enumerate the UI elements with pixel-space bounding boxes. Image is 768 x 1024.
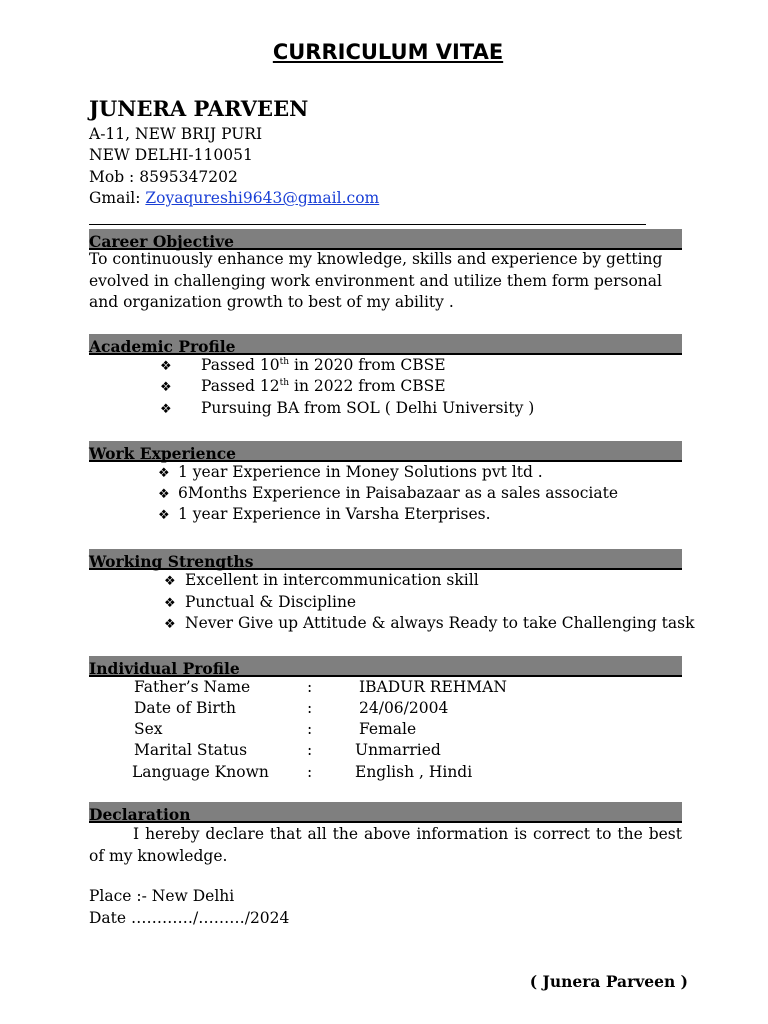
header-divider	[89, 224, 646, 225]
academic-item-text: Passed 10th in 2020 from CBSE	[201, 356, 446, 374]
signature-name: ( Junera Parveen )	[529, 972, 688, 991]
declaration-text: I hereby declare that all the above information is correct to the best of my knowledge.	[89, 825, 682, 865]
academic-item	[160, 377, 446, 395]
declaration-date: Date …………/………/2024	[89, 909, 290, 927]
work-item-text: 1 year Experience in Money Solutions pvt ltd .	[178, 463, 543, 481]
profile-value-language: English , Hindi	[355, 763, 473, 781]
section-heading: Work Experience	[89, 444, 237, 463]
diamond-bullet-icon: ❖	[164, 617, 176, 632]
diamond-bullet-icon: ❖	[160, 380, 172, 395]
diamond-bullet-icon: ❖	[164, 574, 176, 589]
email-link[interactable]: Zoyaqureshi9643@gmail.com	[145, 189, 380, 207]
section-heading: Career Objective	[89, 232, 234, 251]
diamond-bullet-icon: ❖	[158, 508, 170, 523]
profile-label-fathers-name: Father’s Name	[134, 678, 251, 696]
diamond-bullet-icon: ❖	[160, 402, 172, 417]
section-heading: Working Strengths	[89, 552, 254, 571]
academic-item-text: Passed 12th in 2022 from CBSE	[201, 377, 446, 395]
section-career-objective	[89, 229, 682, 250]
profile-value-fathers-name: IBADUR REHMAN	[359, 678, 507, 696]
section-work-experience	[89, 441, 682, 462]
document-title: CURRICULUM VITAE	[272, 40, 504, 64]
strength-item	[164, 571, 479, 589]
address-line-2: NEW DELHI-110051	[89, 146, 253, 164]
profile-value-dob: 24/06/2004	[359, 699, 449, 717]
diamond-bullet-icon: ❖	[160, 359, 172, 374]
strength-item	[164, 593, 357, 611]
section-heading: Individual Profile	[89, 659, 240, 678]
strength-item-text: Punctual & Discipline	[185, 593, 357, 611]
profile-separator: :	[307, 699, 313, 717]
profile-label-dob: Date of Birth	[134, 699, 236, 717]
candidate-name: JUNERA PARVEEN	[89, 96, 309, 121]
mobile-number: Mob : 8595347202	[89, 168, 238, 186]
diamond-bullet-icon: ❖	[158, 487, 170, 502]
email-label: Gmail:	[89, 189, 146, 207]
career-objective-text: To continuously enhance my knowledge, skills and experience by getting evolved in challenging work environment and utilize them form personal and organization growth to best of my ability .	[89, 250, 663, 311]
academic-item	[160, 399, 535, 417]
profile-value-sex: Female	[359, 720, 417, 738]
declaration-place: Place :- New Delhi	[89, 887, 235, 905]
diamond-bullet-icon: ❖	[164, 596, 176, 611]
work-item	[158, 463, 543, 481]
section-individual-profile	[89, 656, 682, 677]
section-declaration	[89, 802, 682, 823]
address-line-1: A-11, NEW BRIJ PURI	[89, 125, 263, 143]
strength-item-text: Excellent in intercommunication skill	[185, 571, 479, 589]
strength-item-text: Never Give up Attitude & always Ready to take Challenging task	[185, 614, 695, 632]
profile-value-marital-status: Unmarried	[355, 741, 441, 759]
academic-item-text: Pursuing BA from SOL ( Delhi University )	[201, 399, 535, 417]
profile-separator: :	[307, 741, 313, 759]
profile-separator: :	[307, 678, 313, 696]
section-academic-profile	[89, 334, 682, 355]
diamond-bullet-icon: ❖	[158, 466, 170, 481]
profile-separator: :	[307, 763, 313, 781]
section-heading: Academic Profile	[89, 337, 236, 356]
academic-item	[160, 356, 446, 374]
profile-label-marital-status: Marital Status	[134, 741, 248, 759]
profile-separator: :	[307, 720, 313, 738]
email-line	[89, 189, 379, 207]
work-item	[158, 505, 491, 523]
work-item-text: 1 year Experience in Varsha Eterprises.	[178, 505, 491, 523]
profile-label-language: Language Known	[132, 763, 269, 781]
work-item	[158, 484, 618, 502]
profile-label-sex: Sex	[134, 720, 163, 738]
section-working-strengths	[89, 549, 682, 570]
section-heading: Declaration	[89, 805, 191, 824]
strength-item	[164, 614, 695, 632]
work-item-text: 6Months Experience in Paisabazaar as a sales associate	[178, 484, 618, 502]
